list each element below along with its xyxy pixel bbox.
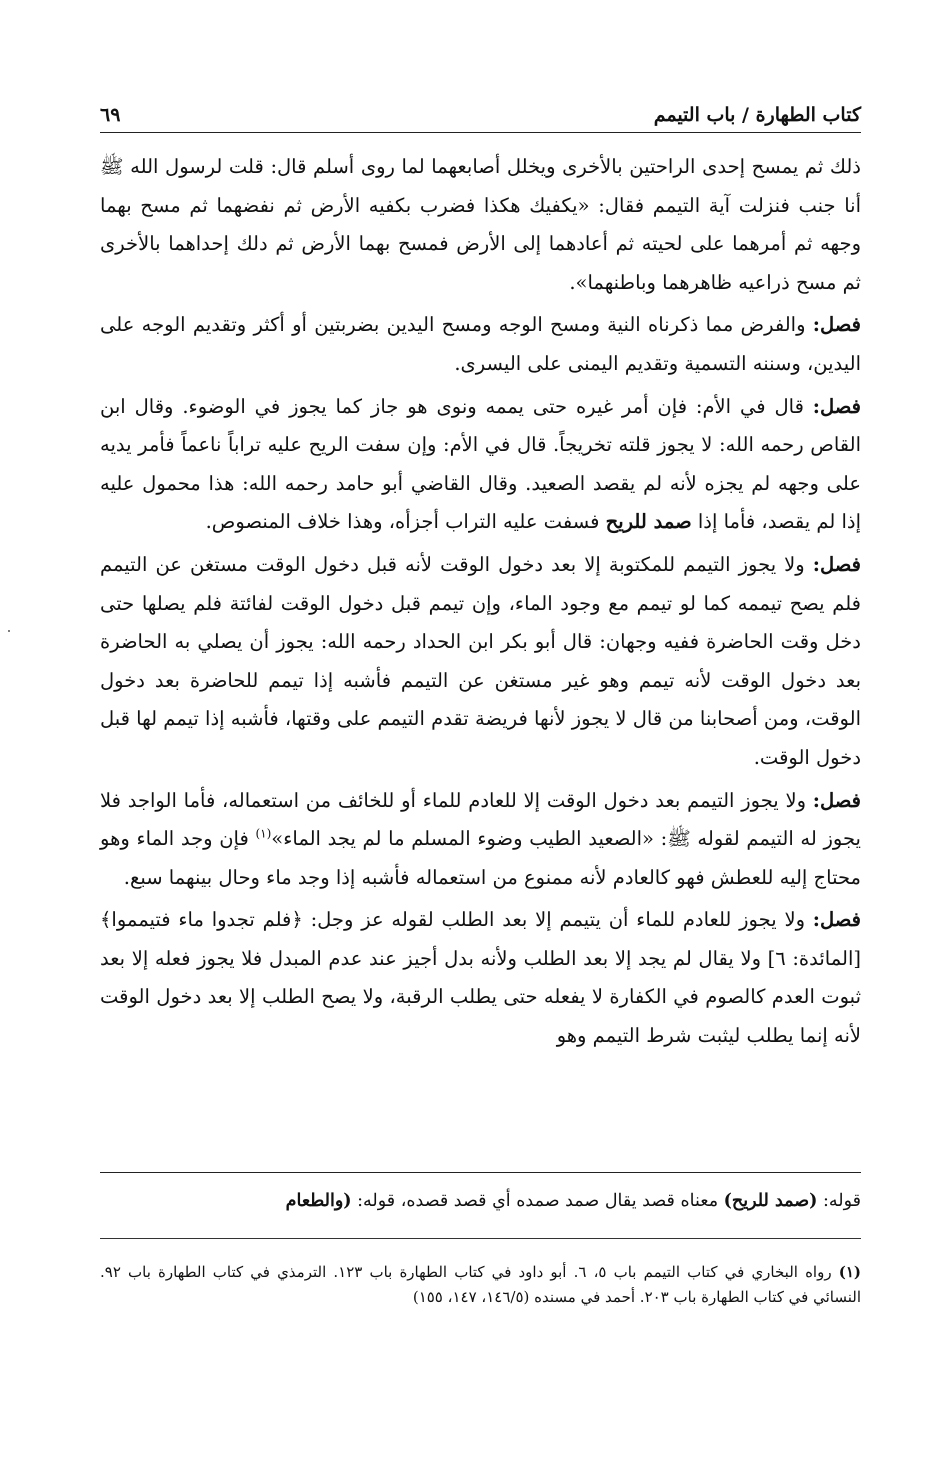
paragraph-text: ولا يجوز التيمم للمكتوبة إلا بعد دخول الوقت لأنه قبل دخول الوقت مستغن عن التيمم فلم يصح تيممه كما لو تيمم مع وجود الماء، وإن تيمم قبل دخول الوقت لفائتة فلم يصلها حتى دخل وقت الحاضرة ففيه وجهان: قال أبو بكر ابن الحداد رحمه الله: يجوز أن يصلي به الحاضرة بعد دخول الوقت لأنه تيمم وهو غير مستغن عن التيمم فأشبه إذا تيمم للحاضرة بعد دخول الوقت، ومن أصحابنا من قال لا يجوز لأنها فريضة تقدم التيمم على وقتها، فأشبه إذا تيمم لها قبل دخول الوقت. bbox=[100, 552, 861, 769]
glossed-term: صمد للريح bbox=[605, 510, 692, 534]
paragraph-text: فإن وجد الماء وهو محتاج إليه للعطش فهو كالعادم لأنه ممنوع من استعماله فأشبه إذا وجد ماء وحال بينهما سبع. bbox=[100, 827, 861, 889]
paragraph-3 bbox=[100, 388, 861, 542]
footnote-text: رواه البخاري في كتاب التيمم باب ٥، ٦. أبو داود في كتاب الطهارة باب ١٢٣. الترمذي في كتاب الطهارة باب ٩٢. النسائي في كتاب الطهارة باب ٢٠٣. أحمد في مسنده (١٤٦/٥، ١٤٧، ١٥٥) bbox=[100, 1263, 861, 1306]
paragraph-5 bbox=[100, 782, 861, 898]
paragraph-text: قال في الأم: فإن أمر غيره حتى يممه ونوى هو جاز كما يجوز في الوضوء. وقال ابن القاص رحمه الله: لا يجوز قلته تخريجاً. قال في الأم: وإن سفت الريح عليه تراباً ناعماً فأمر يديه على وجهه لم يجزه لأنه لم يقصد الصعيد. وقال القاضي أبو حامد رحمه الله: هذا محمول عليه إذا لم يقصد، فأما إذا bbox=[100, 394, 861, 534]
commentary-lead: قوله: bbox=[817, 1191, 861, 1211]
commentary-divider bbox=[100, 1172, 861, 1173]
paragraph-4 bbox=[100, 546, 861, 778]
section-label: فصل: bbox=[812, 788, 861, 812]
main-text bbox=[100, 148, 861, 1060]
paragraph-text: ولا يجوز للعادم للماء أن يتيمم إلا بعد الطلب لقوله عز وجل: ﴿فلم تجدوا ماء فتيمموا﴾ [المائدة: ٦] ولا يقال لم يجد إلا بعد الطلب ولأنه بدل أجيز عند عدم المبدل فلا يجوز فعله إلا بعد ثبوت العدم كالصوم في الكفارة لا يفعله حتى يطلب الرقبة، ولا يصح الطلب إلا بعد دخول الوقت لأنه إنما يطلب ليثبت شرط التيمم وهو bbox=[100, 908, 861, 1048]
footnote-divider bbox=[100, 1238, 861, 1239]
footnote-reference: (١) bbox=[255, 826, 272, 841]
margin-mark bbox=[8, 630, 10, 632]
section-label: فصل: bbox=[812, 908, 861, 932]
section-label: فصل: bbox=[812, 394, 861, 418]
page-number: ٦٩ bbox=[100, 104, 121, 126]
running-header bbox=[100, 96, 861, 133]
section-label: فصل: bbox=[812, 313, 861, 337]
section-label: فصل: bbox=[812, 552, 861, 576]
footnote-marker: (١) bbox=[838, 1263, 861, 1281]
footnote bbox=[100, 1260, 861, 1310]
paragraph-6 bbox=[100, 901, 861, 1055]
paragraph-1: ذلك ثم يمسح إحدى الراحتين بالأخرى ويخلل أصابعهما لما روى أسلم قال: قلت لرسول الله ﷺ أنا جنب فنزلت آية التيمم فقال: «يكفيك هكذا فضرب بكفيه الأرض ثم نفضهما ثم مسح بهما وجهه ثم أمرهما على لحيته ثم أعادهما إلى الأرض فمسح بهما الأرض ثم دلك إحداهما بالأخرى ثم مسح ذراعيه ظاهرهما وباطنهما». bbox=[100, 155, 861, 294]
commentary-note bbox=[100, 1184, 861, 1218]
commentary-term: (صمد للريح) bbox=[723, 1191, 818, 1211]
commentary-term: (والطعام bbox=[285, 1191, 352, 1211]
paragraph-text: فسفت عليه التراب أجزأه، وهذا خلاف المنصوص. bbox=[205, 510, 606, 534]
paragraph-2 bbox=[100, 306, 861, 383]
paragraph-text: ولا يجوز التيمم بعد دخول الوقت إلا للعادم للماء أو للخائف من استعماله، فأما الواجد فلا يجوز له التيمم لقوله ﷺ: «الصعيد الطيب وضوء المسلم ما لم يجد الماء» bbox=[100, 788, 861, 851]
commentary-text: معناه قصد يقال صمد صمده أي قصد قصده، قوله: bbox=[351, 1191, 724, 1211]
paragraph-text: والفرض مما ذكرناه النية ومسح الوجه ومسح اليدين بضربتين أو أكثر وتقديم الوجه على اليدين، وسننه التسمية وتقديم اليمنى على اليسرى. bbox=[100, 313, 861, 375]
running-title: كتاب الطهارة / باب التيمم bbox=[653, 104, 861, 126]
